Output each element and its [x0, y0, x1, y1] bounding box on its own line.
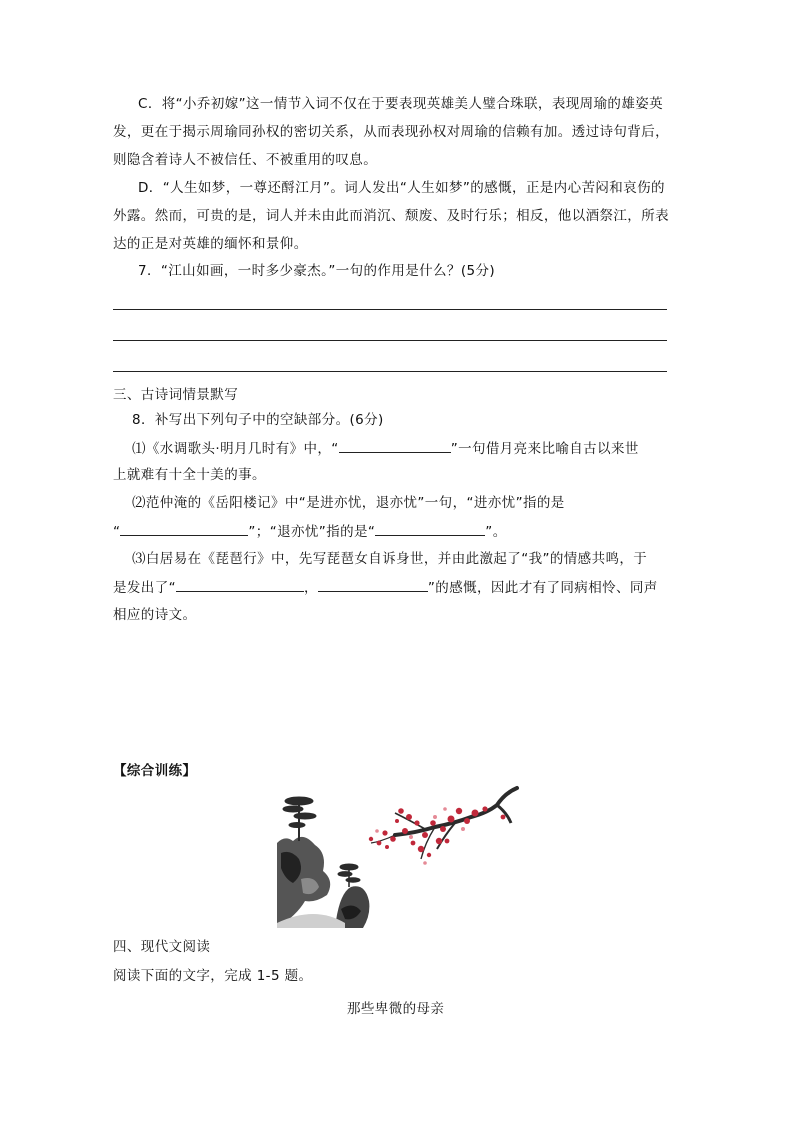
blank-1[interactable]: [339, 438, 451, 453]
item-3-prefix: 是发出了“: [113, 580, 176, 596]
item-3-line-2: [113, 577, 658, 598]
plum-blossom-branch-icon: [369, 788, 517, 865]
option-c-line-2: 发，更在于揭示周瑜同孙权的密切关系，从而表现孙权对周瑜的信赖有加。透过诗句背后，: [113, 124, 669, 140]
item-3-line-1: ⑶白居易在《琵琶行》中，先写琵琶女自诉身世，并由此激起了“我”的情感共鸣，于: [132, 551, 648, 567]
option-d-line-2: 外露。然而，可贵的是，词人并未由此而消沉、颓废、及时行乐；相反，他以酒祭江，所表: [113, 208, 669, 224]
answer-line-3[interactable]: [113, 371, 667, 372]
answer-line-2[interactable]: [113, 340, 667, 341]
section-4-instruction: 阅读下面的文字，完成 1-5 题。: [113, 968, 313, 984]
ink-painting-illustration: [275, 783, 520, 928]
item-3-comma: ，: [304, 580, 318, 596]
blank-2[interactable]: [120, 521, 248, 536]
question-7: 7．“江山如画，一时多少豪杰。”一句的作用是什么？(5分): [138, 263, 496, 279]
item-2-line-2: [113, 521, 507, 542]
item-2-end: ”。: [485, 524, 507, 540]
option-d-line-3: 达的正是对英雄的缅怀和景仰。: [113, 236, 308, 252]
article-title: 那些卑微的母亲: [347, 1001, 445, 1017]
item-2-mid: ”；“退亦忧”指的是“: [248, 524, 376, 540]
section-3-heading: 三、古诗词情景默写: [113, 387, 239, 403]
option-c-line-1: C．将“小乔初嫁”这一情节入词不仅在于要表现英雄美人璧合珠联，表现周瑜的雄姿英: [138, 96, 664, 112]
item-1-line-1: [132, 438, 639, 459]
item-3-line-3: 相应的诗文。: [113, 607, 197, 623]
item-1-suffix: ”一句借月亮来比喻自古以来世: [450, 441, 639, 457]
item-2-line-1: ⑵范仲淹的《岳阳楼记》中“是进亦忧，退亦忧”一句，“进亦忧”指的是: [132, 495, 565, 511]
blank-4[interactable]: [176, 577, 304, 592]
answer-line-1[interactable]: [113, 309, 667, 310]
blank-3[interactable]: [375, 521, 485, 536]
question-8: 8．补写出下列句子中的空缺部分。(6分): [132, 412, 384, 428]
item-2-open-quote: “: [113, 524, 121, 540]
section-4-heading: 四、现代文阅读: [113, 939, 211, 955]
item-1-prefix: ⑴《水调歌头·明月几时有》中，“: [132, 441, 339, 457]
blank-5[interactable]: [318, 577, 428, 592]
item-3-suffix: ”的感慨，因此才有了同病相怜、同声: [427, 580, 658, 596]
option-d-line-1: D．“人生如梦，一尊还酹江月”。词人发出“人生如梦”的感慨，正是内心苦闷和哀伤的: [138, 180, 665, 196]
training-heading: 【综合训练】: [113, 763, 197, 779]
item-1-line-2: 上就难有十全十美的事。: [113, 467, 266, 483]
option-c-line-3: 则隐含着诗人不被信任、不被重用的叹息。: [113, 152, 378, 168]
